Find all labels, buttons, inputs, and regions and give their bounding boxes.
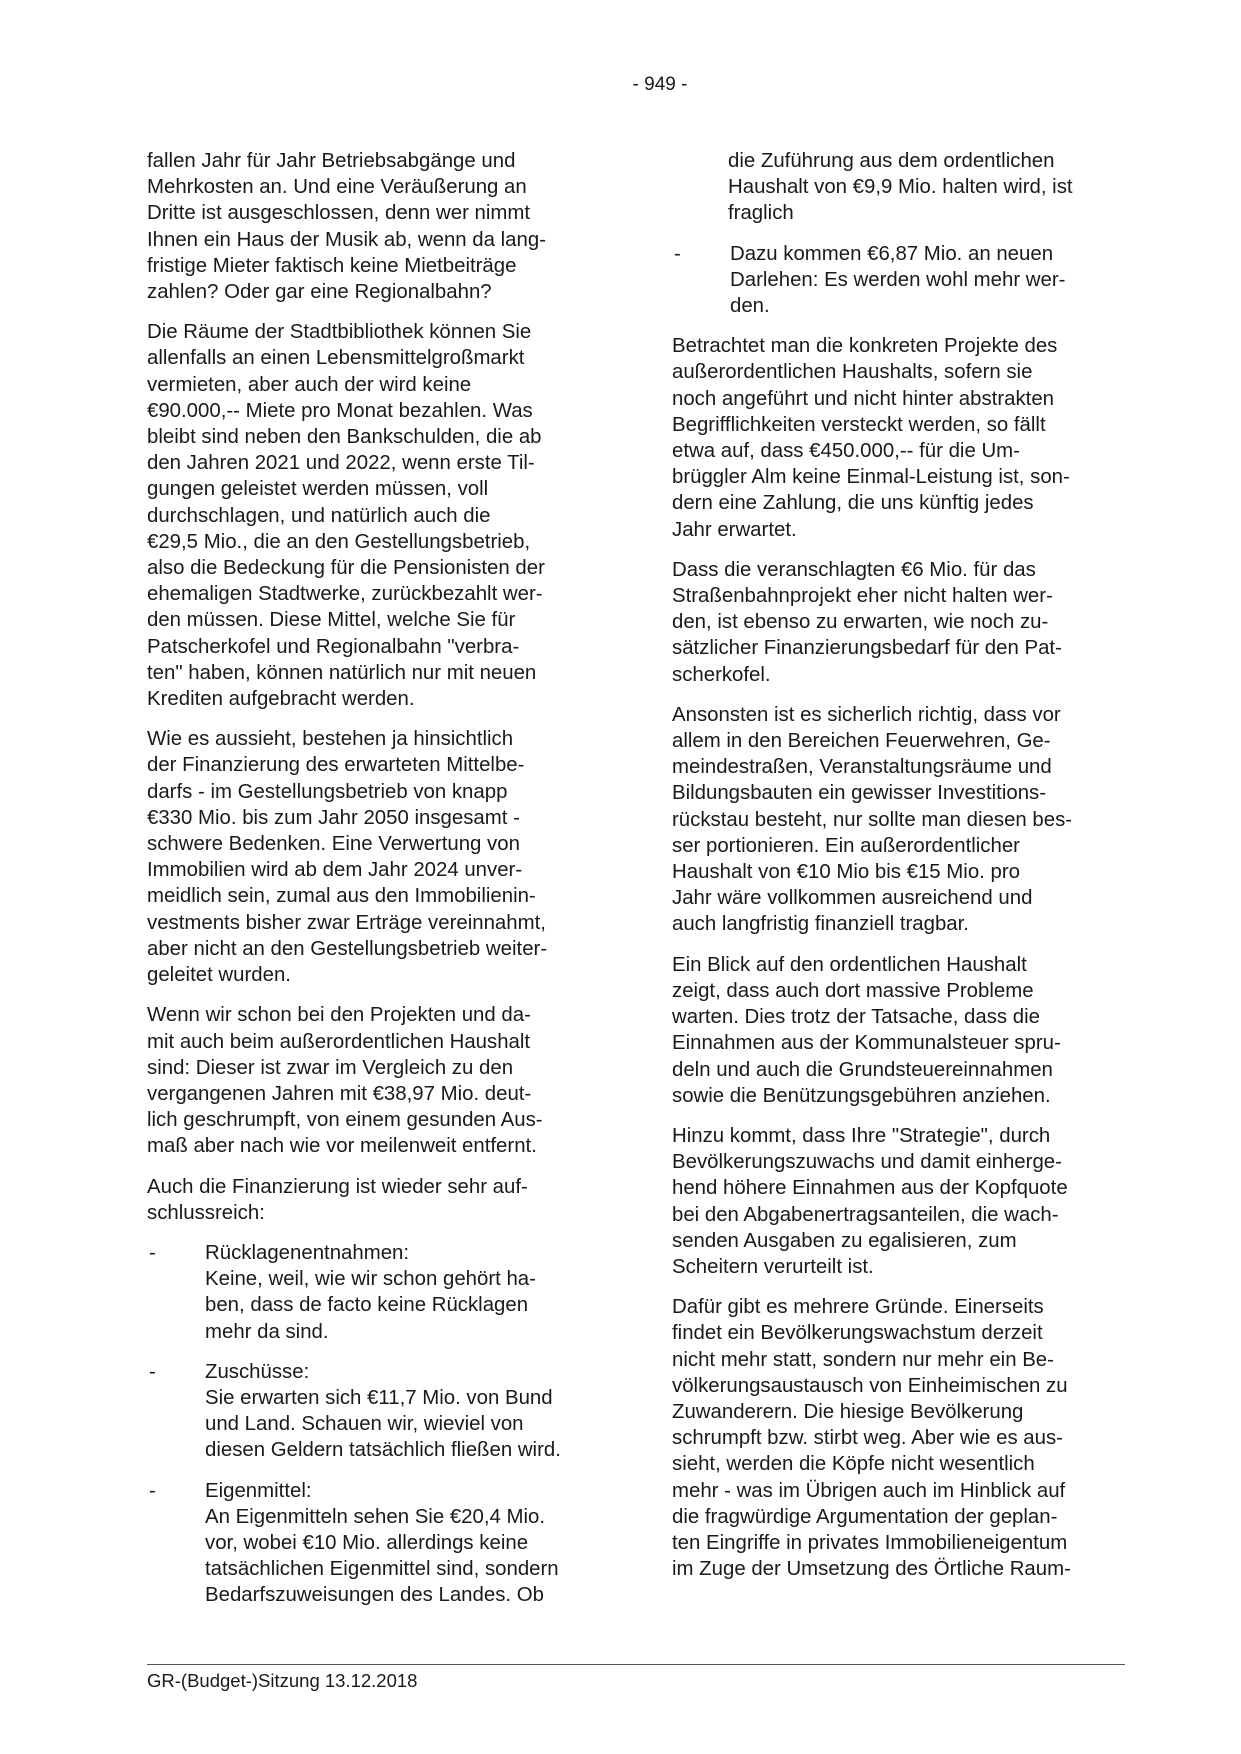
text-line: etwa auf, dass €450.000,-- für die Um- [672, 440, 1020, 463]
text-line: tatsächlichen Eigenmittel sind, sondern [205, 1558, 559, 1581]
text-line: Dass die veranschlagten €6 Mio. für das [672, 558, 1036, 581]
text-line: nicht mehr statt, sondern nur mehr ein Be- [672, 1348, 1054, 1371]
text-line: Ein Blick auf den ordentlichen Haushalt [672, 953, 1027, 976]
list-item-text [205, 1359, 597, 1464]
list-item [147, 1478, 597, 1609]
text-line: Immobilien wird ab dem Jahr 2024 unver- [147, 859, 523, 882]
text-line: den Jahren 2021 und 2022, wenn erste Til- [147, 452, 535, 475]
text-line: meindestraßen, Veranstaltungsräume und [672, 756, 1052, 779]
text-line: mit auch beim außerordentlichen Haushalt [147, 1030, 531, 1053]
text-line: im Zuge der Umsetzung des Örtliche Raum- [672, 1558, 1071, 1581]
paragraph [147, 1002, 597, 1159]
paragraph [672, 702, 1122, 938]
text-line: fallen Jahr für Jahr Betriebsabgänge und [147, 150, 516, 172]
text-line: Krediten aufgebracht werden. [147, 688, 415, 711]
text-line: außerordentlichen Haushalts, sofern sie [672, 361, 1033, 384]
text-line: mehr - was im Übrigen auch im Hinblick auf [672, 1479, 1066, 1502]
paragraph [672, 1123, 1122, 1280]
footer-text: GR-(Budget-)Sitzung 13.12.2018 [147, 1670, 418, 1691]
text-line: Zuwanderern. Die hiesige Bevölkerung [672, 1400, 1024, 1423]
text-line: geleitet wurden. [147, 964, 291, 987]
paragraph [672, 952, 1122, 1109]
text-line: zahlen? Oder gar eine Regionalbahn? [147, 281, 492, 304]
text-line: vor, wobei €10 Mio. allerdings keine [205, 1531, 529, 1554]
text-line: noch angeführt und nicht hinter abstrakten [672, 387, 1055, 410]
text-line: findet ein Bevölkerungswachstum derzeit [672, 1322, 1043, 1345]
text-line: An Eigenmitteln sehen Sie €20,4 Mio. [205, 1505, 546, 1528]
text-line: den, ist ebenso zu erwarten, wie noch zu- [672, 611, 1049, 634]
text-line: Bildungsbauten ein gewisser Investitions- [672, 782, 1047, 805]
text-line: mehr da sind. [205, 1320, 329, 1343]
text-line: Dritte ist ausgeschlossen, denn wer nimmt [147, 202, 531, 225]
text-line: €29,5 Mio., die an den Gestellungsbetrieb, [147, 530, 531, 553]
text-line: Dafür gibt es mehrere Gründe. Einerseits [672, 1296, 1044, 1319]
text-line: scherkofel. [672, 663, 771, 686]
text-line: Hinzu kommt, dass Ihre "Strategie", durch [672, 1124, 1051, 1147]
text-line: €90.000,-- Miete pro Monat bezahlen. Was [147, 399, 533, 422]
text-line: sind: Dieser ist zwar im Vergleich zu den [147, 1056, 514, 1079]
list-dash: - [674, 242, 681, 265]
text-line: Wie es aussieht, bestehen ja hinsichtlich [147, 728, 514, 751]
text-line: allem in den Bereichen Feuerwehren, Ge- [672, 730, 1051, 753]
text-line: Patscherkofel und Regionalbahn "verbra- [147, 635, 520, 658]
text-line: schwere Bedenken. Eine Verwertung von [147, 833, 520, 856]
text-line: schrumpft bzw. stirbt weg. Aber wie es aus- [672, 1427, 1063, 1450]
text-line: völkerungsaustausch von Einheimischen zu [672, 1374, 1068, 1397]
text-line: fristige Mieter faktisch keine Mietbeiträge [147, 254, 517, 277]
text-line: durchschlagen, und natürlich auch die [147, 504, 491, 527]
text-line: vestments bisher zwar Erträge vereinnahmt, [147, 911, 546, 934]
list-item [147, 1240, 597, 1345]
text-line: maß aber nach wie vor meilenweit entfernt. [147, 1135, 537, 1158]
right-column [672, 148, 1122, 1596]
list-item [147, 1359, 597, 1464]
text-line: die fragwürdige Argumentation der geplan- [672, 1505, 1058, 1528]
text-line: Die Räume der Stadtbibliothek können Sie [147, 321, 532, 344]
text-line: den. [730, 295, 770, 318]
text-line: bleibt sind neben den Bankschulden, die ab [147, 426, 542, 449]
paragraph [672, 557, 1122, 688]
text-line: schlussreich: [147, 1201, 265, 1224]
text-line: gungen geleistet werden müssen, voll [147, 478, 489, 501]
text-line: sätzlicher Finanzierungsbedarf für den Pat- [672, 637, 1062, 660]
text-line: fraglich [728, 202, 794, 225]
paragraph [672, 1294, 1122, 1582]
text-line: sieht, werden die Köpfe nicht wesentlich [672, 1453, 1035, 1476]
text-line: Betrachtet man die konkreten Projekte des [672, 335, 1058, 358]
text-line: die Zuführung aus dem ordentlichen [728, 150, 1055, 172]
text-line: rückstau besteht, nur sollte man diesen bes- [672, 808, 1073, 831]
text-line: €330 Mio. bis zum Jahr 2050 insgesamt - [147, 806, 520, 829]
list-item-text [730, 241, 1122, 320]
text-line: Begrifflichkeiten versteckt werden, so fällt [672, 413, 1046, 436]
text-line: Keine, weil, wie wir schon gehört ha- [205, 1268, 536, 1291]
text-line: Bevölkerungszuwachs und damit einherge- [672, 1151, 1062, 1174]
list-continuation [672, 148, 1122, 227]
text-line: dern eine Zahlung, die uns künftig jedes [672, 492, 1034, 515]
text-line: diesen Geldern tatsächlich fließen wird. [205, 1439, 561, 1462]
text-line: Bedarfszuweisungen des Landes. Ob [205, 1584, 544, 1607]
text-line: Ihnen ein Haus der Musik ab, wenn da lang- [147, 228, 546, 251]
text-line: aber nicht an den Gestellungsbetrieb weiter- [147, 937, 548, 960]
list-dash: - [149, 1479, 156, 1502]
text-line: Straßenbahnprojekt eher nicht halten wer- [672, 585, 1053, 608]
text-line: Sie erwarten sich €11,7 Mio. von Bund [205, 1386, 553, 1409]
list-dash: - [149, 1360, 156, 1383]
list-item-text [205, 1478, 597, 1609]
paragraph [672, 333, 1122, 543]
footer-divider [147, 1664, 1125, 1665]
left-column [147, 148, 597, 1623]
text-line: ehemaligen Stadtwerke, zurückbezahlt wer- [147, 583, 543, 606]
text-line: Dazu kommen €6,87 Mio. an neuen [730, 242, 1054, 265]
page-number: - 949 - [632, 74, 688, 95]
text-line: Mehrkosten an. Und eine Veräußerung an [147, 176, 527, 199]
text-line: zeigt, dass auch dort massive Probleme [672, 979, 1034, 1002]
text-line: auch langfristig finanziell tragbar. [672, 913, 969, 936]
text-line: Jahr wäre vollkommen ausreichend und [672, 887, 1033, 910]
text-line: Scheitern verurteilt ist. [672, 1255, 874, 1278]
text-line: Haushalt von €9,9 Mio. halten wird, ist [728, 176, 1073, 199]
text-line: Rücklagenentnahmen: [205, 1241, 410, 1264]
text-line: warten. Dies trotz der Tatsache, dass die [672, 1006, 1040, 1029]
paragraph [147, 1174, 597, 1226]
text-line: ten" haben, können natürlich nur mit neuen [147, 661, 537, 684]
text-line: Einnahmen aus der Kommunalsteuer spru- [672, 1032, 1061, 1055]
text-line: meidlich sein, zumal aus den Immobilienin- [147, 885, 536, 908]
text-line: ben, dass de facto keine Rücklagen [205, 1294, 529, 1317]
text-line: hend höhere Einnahmen aus der Kopfquote [672, 1177, 1068, 1200]
text-line: Jahr erwartet. [672, 518, 797, 541]
text-line: darfs - im Gestellungsbetrieb von knapp [147, 780, 508, 803]
text-line: also die Bedeckung für die Pensionisten der [147, 557, 545, 580]
text-line: Auch die Finanzierung ist wieder sehr auf- [147, 1175, 528, 1198]
text-line: vermieten, aber auch der wird keine [147, 373, 472, 396]
text-line: bei den Abgabenertragsanteilen, die wach- [672, 1203, 1059, 1226]
text-line: den müssen. Diese Mittel, welche Sie für [147, 609, 516, 632]
text-line: Eigenmittel: [205, 1479, 312, 1502]
text-line: Ansonsten ist es sicherlich richtig, dass vor [672, 703, 1061, 726]
text-line: Zuschüsse: [205, 1360, 310, 1383]
text-line: sowie die Benützungsgebühren anziehen. [672, 1084, 1051, 1107]
paragraph [147, 148, 597, 305]
list-item [672, 241, 1122, 320]
text-line: ser portionieren. Ein außerordentlicher [672, 834, 1020, 857]
text-line: Wenn wir schon bei den Projekten und da- [147, 1004, 531, 1027]
text-line: der Finanzierung des erwarteten Mittelbe- [147, 754, 525, 777]
text-line: ten Eingriffe in privates Immobilieneigentum [672, 1531, 1068, 1554]
text-line: vergangenen Jahren mit €38,97 Mio. deut- [147, 1082, 532, 1105]
text-line: und Land. Schauen wir, wieviel von [205, 1413, 524, 1436]
text-line: Darlehen: Es werden wohl mehr wer- [730, 268, 1066, 291]
list-item-text [205, 1240, 597, 1345]
text-line: Haushalt von €10 Mio bis €15 Mio. pro [672, 861, 1020, 884]
list-dash: - [149, 1241, 156, 1264]
text-line: lich geschrumpft, von einem gesunden Aus- [147, 1109, 543, 1132]
text-line: allenfalls an einen Lebensmittelgroßmarkt [147, 347, 525, 370]
text-line: senden Ausgaben zu egalisieren, zum [672, 1229, 1017, 1252]
paragraph [147, 319, 597, 712]
paragraph [147, 726, 597, 988]
text-line: deln und auch die Grundsteuereinnahmen [672, 1058, 1053, 1081]
text-line: brüggler Alm keine Einmal-Leistung ist, son- [672, 466, 1070, 489]
